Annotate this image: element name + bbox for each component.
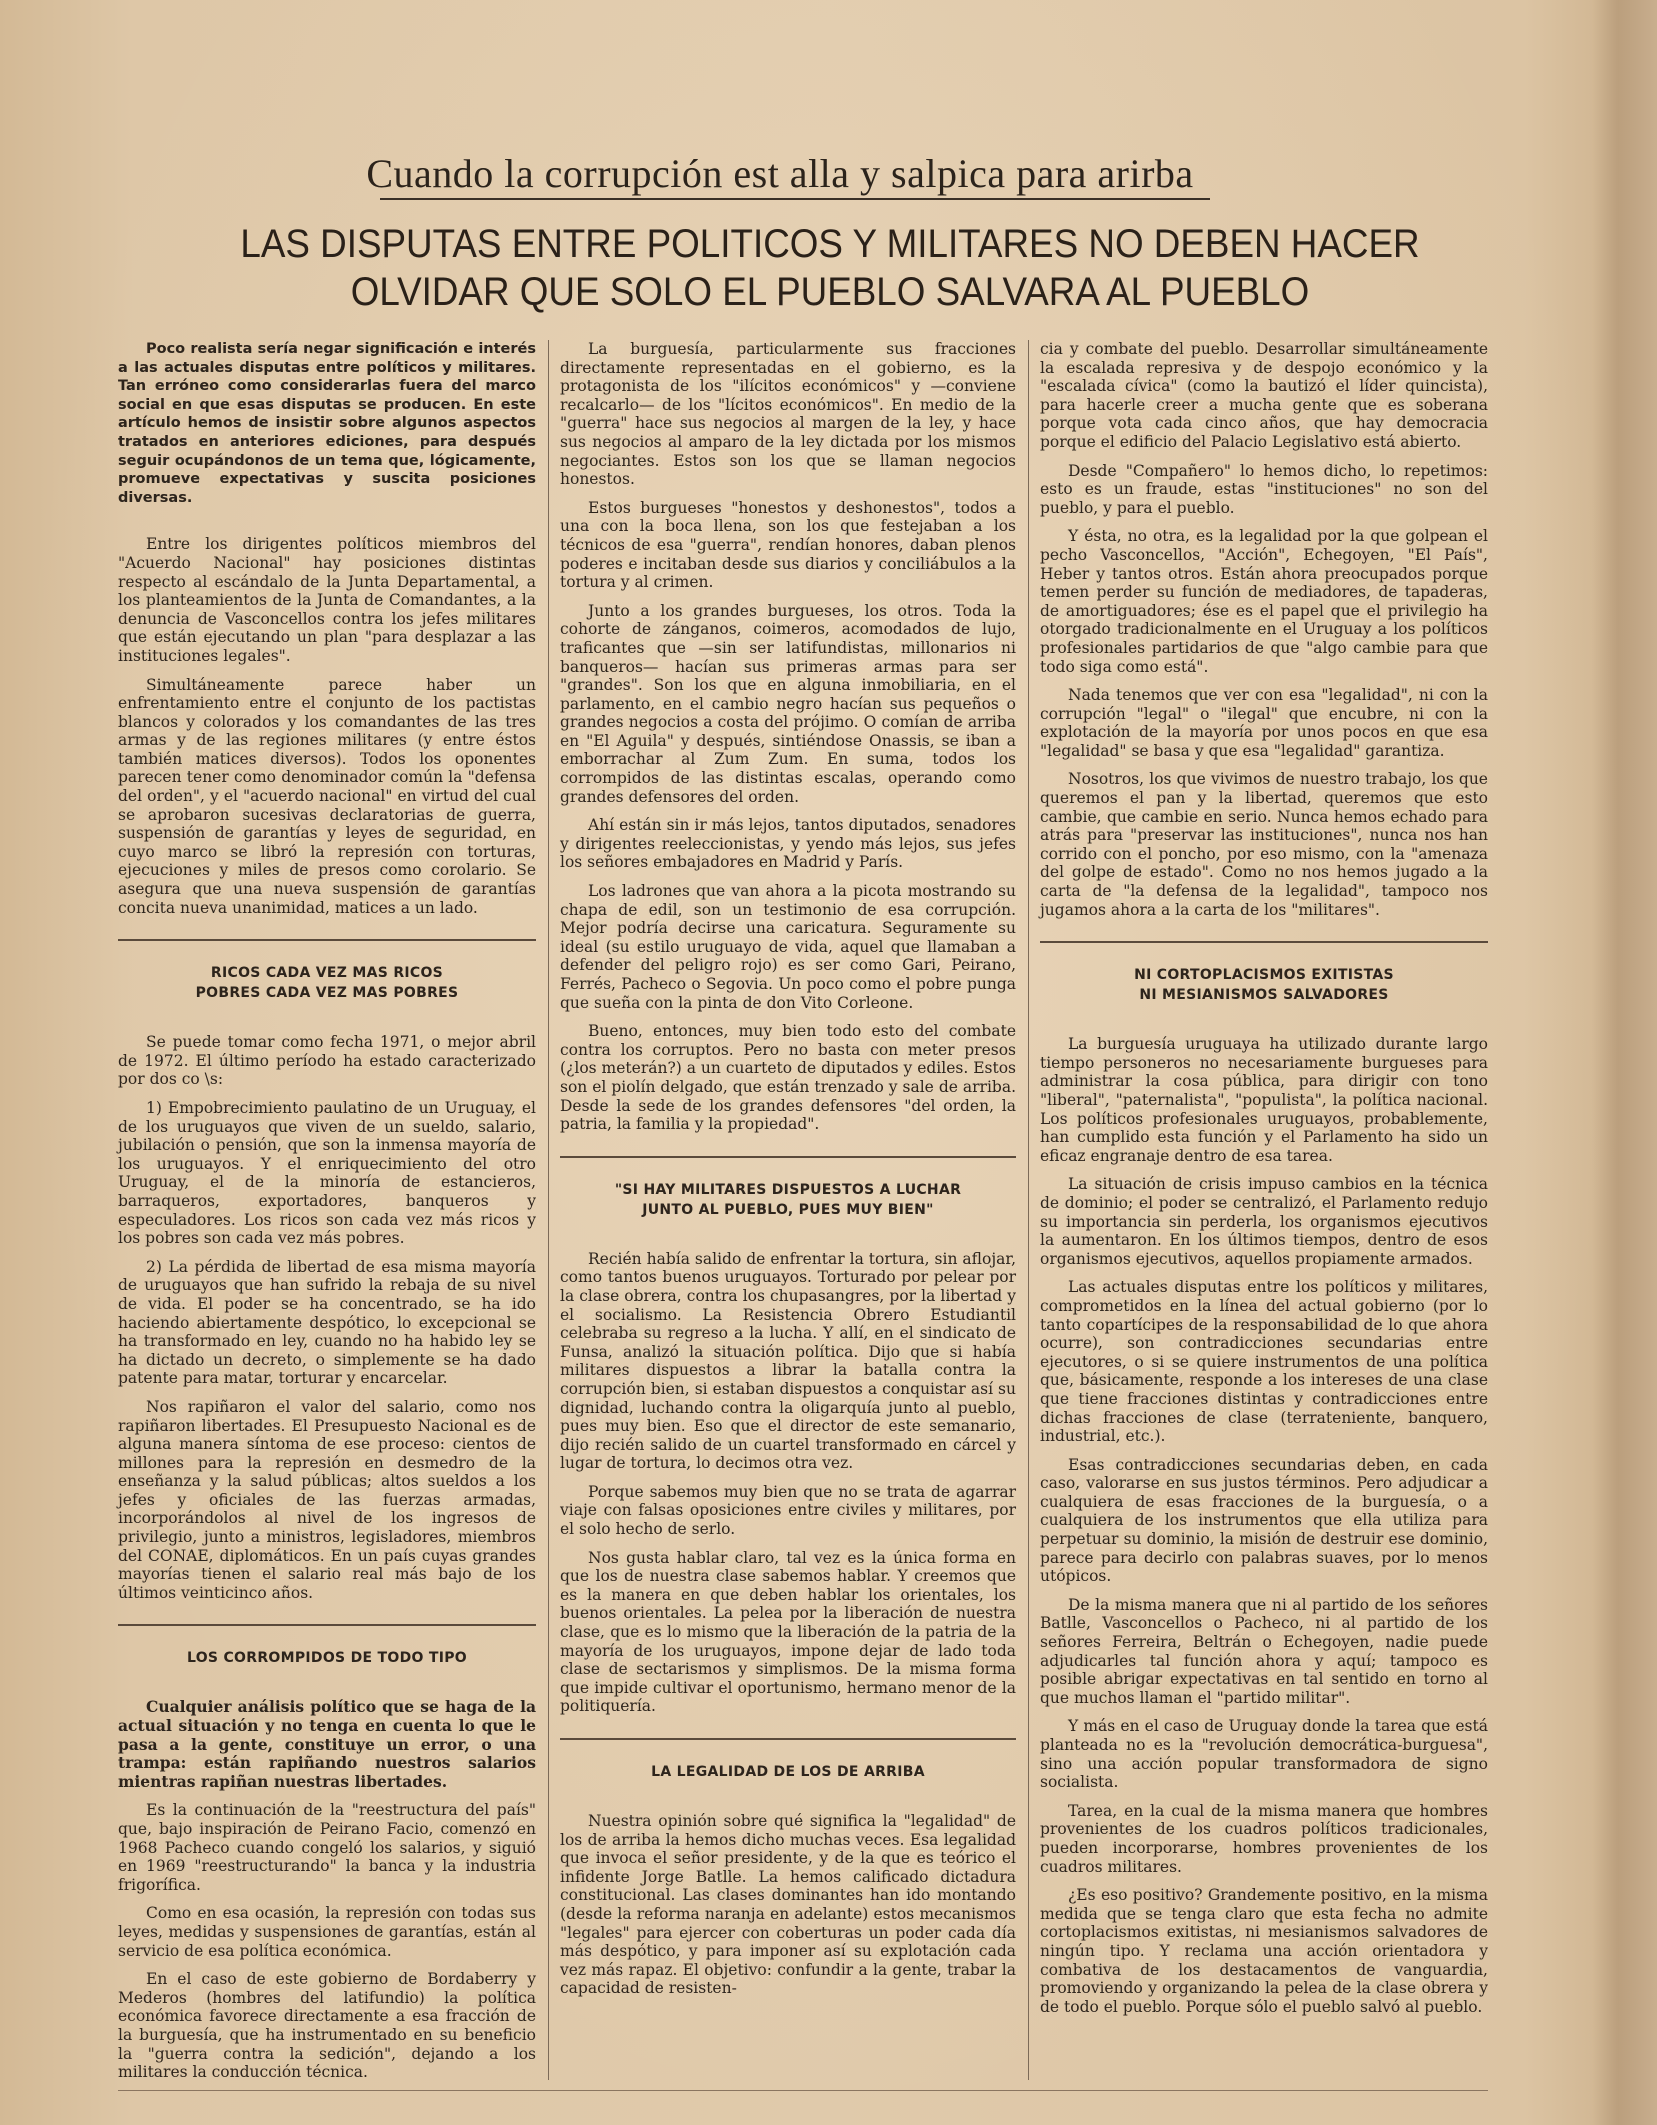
subheading-line: JUNTO AL PUEBLO, PUES MUY BIEN": [642, 1201, 934, 1218]
paragraph: Cualquier análisis político que se haga de la actual situación y no tenga en cuenta lo que le pasa a la gente, constituye un error, o una trampa: están rapiñando nuestros salarios mientras rapiñan nuestras libertades.: [118, 1697, 536, 1791]
paragraph: Es la continuación de la "reestructura del país" que, bajo inspiración de Peirano Facio, comenzó en 1968 Pacheco cuando congeló los salarios, y siguió en 1969 "reestructurando" la banca y la industria frigorífica.: [118, 1801, 536, 1894]
lead-paragraph: Poco realista sería negar significación e interés a las actuales disputas entre políticos y militares. Tan erróneo como considerarlas fuera del marco social en que esas disputas se producen. En este artículo hemos de insistir sobre algunos aspectos tratados en anteriores ediciones, para después seguir ocupándonos de un tema que, lógicamente, promueve expectativas y suscita posiciones diversas.: [118, 341, 536, 506]
paragraph: Recién había salido de enfrentar la tortura, sin aflojar, como tantos buenos uruguayos. Torturado por pelear por la clase obrera, contra los chupasangres, por la libertad y el socialismo. La Resistencia Obrero Estudiantil celebraba su regreso a la lucha. Y allí, en el sindicato de Funsa, analizó la situación política. Dijo que si había militares dispuestos a librar la batalla contra la corrupción bien, si estaban dispuestos a conquistar así su dignidad, luchando contra la oligarquía junto al pueblo, pues muy bien. Eso que el director de este semanario, dijo recién salido de un cuartel transformado en cárcel y lugar de tortura, lo decimos otra vez.: [560, 1249, 1016, 1473]
subheading-cortoplacismos: [1040, 941, 1488, 1005]
bottom-rule: [118, 2090, 1488, 2091]
paragraph: Nos rapiñaron el valor del salario, como nos rapiñaron libertades. El Presupuesto Nacional es de alguna manera síntoma de ese proceso: cientos de millones para la represión en desmedro de la enseñanza y la salud públicas; altos sueldos a los jefes y oficiales de las fuerzas armadas, incorporándolos al nivel de los ingresos de privilegio, junto a ministros, legisladores, miembros del CONAE, diplomáticos. En un país cuyas grandes mayorías tienen el salario real más bajo de los últimos veinticinco años.: [118, 1397, 536, 1602]
headline-line-2: OLVIDAR QUE SOLO EL PUEBLO SALVARA AL PUEBLO: [350, 270, 1310, 314]
paragraph: La situación de crisis impuso cambios en la técnica de dominio; el poder se centralizó, el Parlamento redujo su importancia sin perderla, los organismos ejecutivos la aumentaron. En los últimos tiempos, dentro de esos organismos ejecutivos, aquellos propiamente armados.: [1040, 1175, 1488, 1268]
paragraph: Como en esa ocasión, la represión con todas sus leyes, medidas y suspensiones de garantías, están al servicio de esa política económica.: [118, 1904, 536, 1960]
paragraph: Nosotros, los que vivimos de nuestro trabajo, los que queremos el pan y la libertad, queremos que esto cambie, que cambie en serio. Nunca hemos echado para atrás para "preservar las instituciones", nunca nos han corrido con el poncho, por eso mismo, con la "amenaza del golpe de estado". Como no nos hemos jugado a la carta de "la defensa de la legalidad", tampoco nos jugamos ahora a la carta de los "militares".: [1040, 770, 1488, 919]
paragraph: Y ésta, no otra, es la legalidad por la que golpean el pecho Vasconcellos, "Acción", Echegoyen, "El País", Heber y tantos otros. Están ahora preocupados porque temen perder su función de mediadores, de tapaderas, de amortiguadores; ése es el papel que el privilegio ha otorgado tradicionalmente en el Uruguay a los políticos profesionales partidarios de que "algo cambie para que todo siga como está".: [1040, 527, 1488, 676]
paragraph: En el caso de este gobierno de Bordaberry y Mederos (hombres del latifundio) la política económica favorece directamente a esa fracción de la burguesía, que ha instrumentado en su beneficio la "guerra contra la sedición", dejando a los militares la conducción técnica.: [118, 1970, 536, 2082]
paragraph: Simultáneamente parece haber un enfrentamiento entre el conjunto de los pactistas blancos y colorados y los comandantes de las tres armas y de las regiones militares (y entre éstos también matices diversos). Todos los oponentes parecen tener como denominador común la "defensa del orden", y el "acuerdo nacional" en virtud del cual se aprobaron sucesivas declaratorias de guerra, suspensión de garantías y leyes de seguridad, en cuyo marco se libró la represión con torturas, ejecuciones y miles de presos como corolario. Se asegura que una nueva suspensión de garantías concita nueva unanimidad, matices a un lado.: [118, 675, 536, 917]
page-fold-shadow: [1592, 0, 1657, 2125]
column-2: [560, 340, 1016, 2080]
paragraph: Los ladrones que van ahora a la picota mostrando su chapa de edil, son un testimonio de esa corrupción. Mejor podría decirse una caricatura. Seguramente su ideal (su estilo uruguayo de vida, aquel que llamaban a defender del peligro rojo) es ser como Gari, Peirano, Ferrés, Pacheco o Segovia. Un poco como el pobre punga que sueña con la pinta de don Vito Corleone.: [560, 882, 1016, 1012]
paragraph: 2) La pérdida de libertad de esa misma mayoría de uruguayos que han sufrido la rebaja de su nivel de vida. El poder se ha concentrado, se ha ido haciendo abiertamente despótico, lo excepcional se ha transformado en ley, cuando no ha habido ley se ha dictado un decreto, o simplemente se ha dado patente para matar, torturar y encarcelar.: [118, 1257, 536, 1388]
subheading-line: LOS CORROMPIDOS DE TODO TIPO: [186, 1650, 468, 1667]
column-divider-2: [1028, 340, 1029, 2080]
paragraph: ¿Es eso positivo? Grandemente positivo, en la misma medida que se tenga claro que esta fecha no admite cortoplacismos exitistas, ni mesianismos salvadores de ningún tipo. Y reclama una acción orientadora y combativa de los destacamentos de vanguardia, promoviendo y organizando la pelea de la clase obrera y de todo el pueblo. Porque sólo el pueblo salvó al pueblo.: [1040, 1886, 1488, 2016]
subheading-line: POBRES CADA VEZ MAS POBRES: [195, 985, 459, 1002]
paragraph: Nuestra opinión sobre qué significa la "legalidad" de los de arriba la hemos dicho muchas veces. Esa legalidad que invoca el señor presidente, y de la que es teórico el infidente Jorge Batlle. La hemos calificado dictadura constitucional. Las clases dominantes han ido montando (desde la reforma naranja en adelante) estos mecanismos "legales" para ejercer con coberturas un poder cada día más despótico, y para imponer así su explotación cada vez más rapaz. El objetivo: confundir a la gente, trabar la capacidad de resisten-: [560, 1812, 1016, 1998]
paragraph: Ahí están sin ir más lejos, tantos diputados, senadores y dirigentes reeleccionistas, y yendo más lejos, sus jefes los señores embajadores en Madrid y París.: [560, 816, 1016, 872]
column-3: [1040, 340, 1488, 2080]
kicker-underline: [380, 198, 1210, 200]
paragraph: cia y combate del pueblo. Desarrollar simultáneamente la escalada represiva y de despojo económico y la "escalada cívica" (como la bautizó el líder quincista), para hacerle creer a mucha gente que es soberana porque vota cada cinco años, que hay democracia porque el edificio del Palacio Legislativo está abierto.: [1040, 340, 1488, 451]
subheading-ricos: [118, 939, 536, 1003]
paragraph: De la misma manera que ni al partido de los señores Batlle, Vasconcellos o Pacheco, ni al partido de los señores Ferreira, Beltrán o Echegoyen, nadie puede adjudicarles tal función ahora y aquí; tampoco es posible abrigar expectativas en tal sentido en torno al que muchos llaman el "partido militar".: [1040, 1595, 1488, 1707]
subheading-line: RICOS CADA VEZ MAS RICOS: [210, 965, 444, 982]
paragraph: Bueno, entonces, muy bien todo esto del combate contra los corruptos. Pero no basta con meter presos (¿los meterán?) a un cuarteto de diputados y ediles. Estos son el piolín delgado, que están trenzado y sale de arriba. Desde la sede de los grandes defensores "del orden, la patria, la familia y la propiedad".: [560, 1022, 1016, 1134]
paragraph: Y más en el caso de Uruguay donde la tarea que está planteada no es la "revolución democrática-burguesa", sino una acción popular transformadora de signo socialista.: [1040, 1717, 1488, 1792]
paragraph: La burguesía, particularmente sus fracciones directamente representadas en el gobierno, es la protagonista de los "ilícitos económicos" y —conviene recalcarlo— de los "lícitos económicos". En medio de la "guerra" hace sus negocios al margen de la ley, y hace sus negocios al amparo de la ley dictada por los mismos negociantes. Estos son los que se llaman negocios honestos.: [560, 340, 1016, 489]
column-1: [118, 340, 536, 2080]
paragraph: La burguesía uruguaya ha utilizado durante largo tiempo personeros no necesariamente burgueses para administrar la cosa pública, para dirigir con tono "liberal", "paternalista", "populista", la política nacional. Los políticos profesionales uruguayos, probablemente, han cumplido esta función y el Parlamento ha sido un eficaz engranaje dentro de esa tarea.: [1040, 1035, 1488, 1165]
paragraph: Nada tenemos que ver con esa "legalidad", ni con la corrupción "legal" o "ilegal" que encubre, ni con la explotación de la mayoría por unos pocos en que esa "legalidad" se basa y que esa "legalidad" garantiza.: [1040, 686, 1488, 760]
paragraph: Entre los dirigentes políticos miembros del "Acuerdo Nacional" hay posiciones distintas respecto al escándalo de la Junta Departamental, a los planteamientos de la Junta de Comandantes, a la denuncia de Vasconcellos contra los jefes militares que están ejecutando un plan "para desplazar a las instituciones legales".: [118, 535, 536, 665]
paragraph: Se puede tomar como fecha 1971, o mejor abril de 1972. El último período ha estado caracterizado por dos co \s:: [118, 1033, 536, 1089]
article-headline: [186, 220, 1474, 316]
article-kicker: Cuando la corrupción est alla y salpica para arirba: [366, 151, 1194, 196]
paragraph: Porque sabemos muy bien que no se trata de agarrar viaje con falsas oposiciones entre civiles y militares, por el solo hecho de serlo.: [560, 1482, 1016, 1539]
paragraph: Esas contradicciones secundarias deben, en cada caso, valorarse en sus justos términos. Pero adjudicar a cualquiera de esas fracciones de la burguesía, o a cualquiera de los instrumentos que ella utiliza para perpetuar su dominio, la misión de destruir ese dominio, parece para decirlo con palabras suaves, por lo menos utópicos.: [1040, 1455, 1488, 1586]
subheading-line: "SI HAY MILITARES DISPUESTOS A LUCHAR: [614, 1181, 962, 1198]
subheading-line: NI CORTOPLACISMOS EXITISTAS: [1134, 967, 1394, 984]
paragraph: Junto a los grandes burgueses, los otros. Toda la cohorte de zánganos, coimeros, acomodados de lujo, traficantes que —sin ser latifundistas, millonarios ni banqueros— hacían sus primeras armas para ser "grandes". Son los que en alguna inmobiliaria, en el parlamento, en el cambio negro hacían sus pequeños o grandes negocios a costa del prójimo. O comían de arriba en "El Aguila" y después, sintiéndose Onassis, se iban a emborrachar al Zum Zum. En suma, todos los corrompidos de las distintas escalas, operando como grandes defensores del orden.: [560, 601, 1016, 806]
subheading-corrompidos: [118, 1624, 536, 1668]
paragraph: 1) Empobrecimiento paulatino de un Uruguay, el de los uruguayos que viven de un sueldo, salario, jubilación o pensión, que son la inmensa mayoría de los uruguayos. Y el enriquecimiento del otro Uruguay, el de la minoría de estancieros, barraqueros, exportadores, banqueros y especuladores. Los ricos son cada vez más ricos y los pobres son cada vez más pobres.: [118, 1099, 536, 1248]
subheading-legalidad: [560, 1738, 1016, 1782]
paragraph: Desde "Compañero" lo hemos dicho, lo repetimos: esto es un fraude, estas "instituciones" no son del pueblo, y para el pueblo.: [1040, 461, 1488, 517]
paragraph: Nos gusta hablar claro, tal vez es la única forma en que los de nuestra clase sabemos hablar. Y creemos que es la manera en que deben hablar los orientales, los buenos orientales. La pelea por la liberación de nuestra clase, que es lo mismo que la liberación de la patria de la mayoría de los uruguayos, impone dejar de lado toda clase de sectarismos y simplismos. De la misma forma que impide cultivar el oportunismo, hermano menor de la politiquería.: [560, 1548, 1016, 1716]
headline-line-1: LAS DISPUTAS ENTRE POLITICOS Y MILITARES NO DEBEN HACER: [240, 222, 1420, 266]
paragraph: Tarea, en la cual de la misma manera que hombres provenientes de los cuadros políticos tradicionales, pueden incorporarse, hombres provenientes de los cuadros militares.: [1040, 1801, 1488, 1876]
paragraph: Estos burgueses "honestos y deshonestos", todos a una con la boca llena, son los que festejaban a los técnicos de esa "guerra", rendían honores, daban plenos poderes e incitaban desde sus diarios y conciliábulos a la tortura y al crimen.: [560, 498, 1016, 592]
column-divider-1: [548, 340, 549, 2080]
subheading-line: LA LEGALIDAD DE LOS DE ARRIBA: [651, 1764, 925, 1780]
subheading-militares: [560, 1156, 1016, 1220]
paragraph: Las actuales disputas entre los políticos y militares, comprometidos en la línea del actual gobierno (por lo tanto copartícipes de la responsabilidad de lo que ahora ocurre), son contradicciones secundarias entre ejecutores, o si se quiere instrumentos de una política que, básicamente, responde a los intereses de una clase que tiene fracciones distintas y contradicciones entre dichas fracciones de clase (terrateniente, banquero, industrial, etc.).: [1040, 1278, 1488, 1446]
subheading-line: NI MESIANISMOS SALVADORES: [1139, 987, 1389, 1004]
